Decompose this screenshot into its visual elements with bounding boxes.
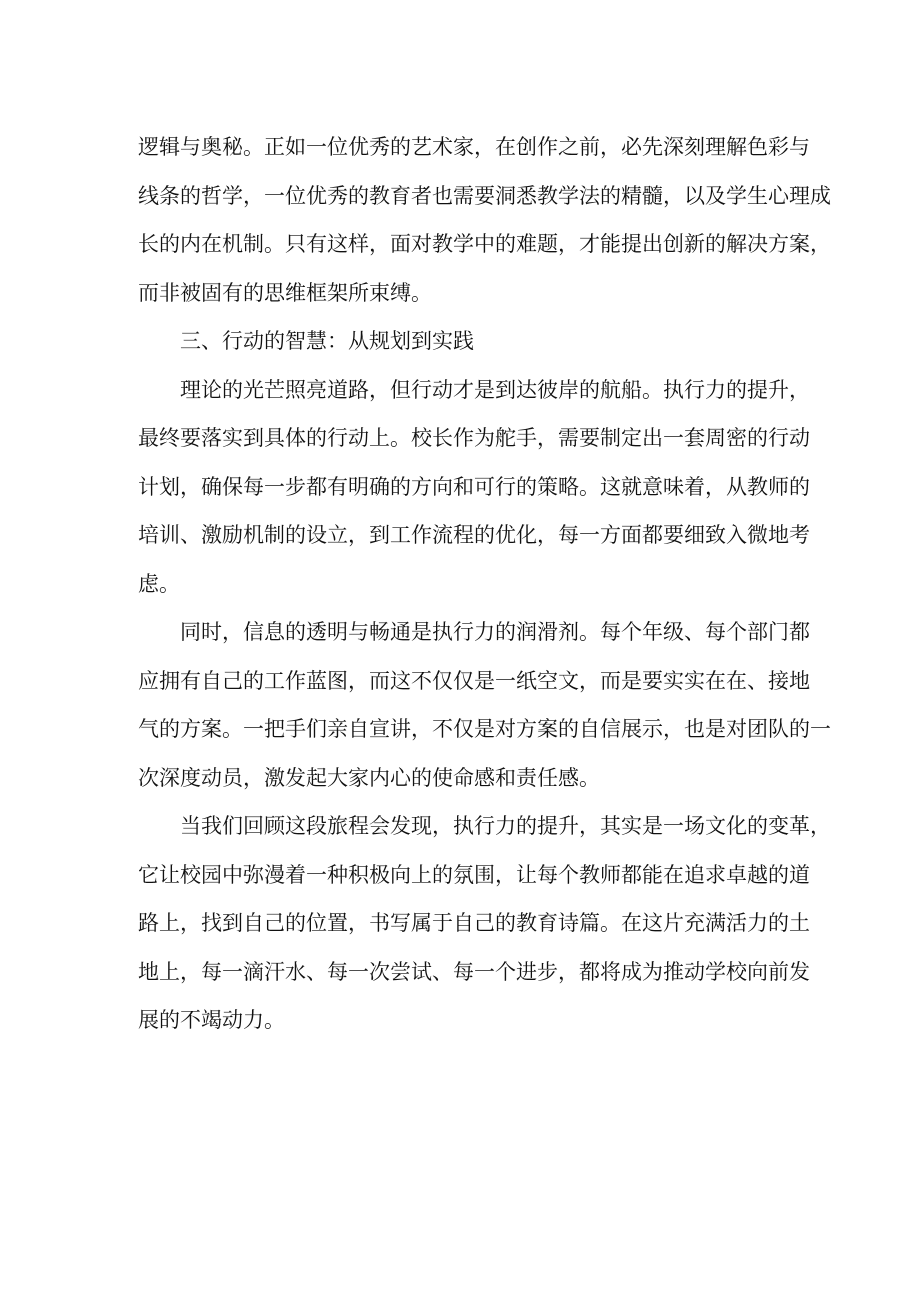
paragraph: [138, 802, 831, 1045]
text-line: 逻辑与奥秘。正如一位优秀的艺术家，在创作之前，必先深刻理解色彩与: [138, 135, 810, 159]
text-line: 同时，信息的透明与畅通是执行力的润滑剂。每个年级、每个部门都: [180, 620, 810, 644]
text-line: 气的方案。一把手们亲自宣讲，不仅是对方案的自信展示，也是对团队的一: [138, 717, 831, 741]
text-line: 培训、激励机制的设立，到工作流程的优化，每一方面都要细致入微地考: [138, 523, 810, 547]
text-line: 长的内在机制。只有这样，面对教学中的难题，才能提出创新的解决方案，: [138, 232, 831, 256]
text-line: 计划，确保每一步都有明确的方向和可行的策略。这就意味着，从教师的: [138, 474, 810, 499]
text-line: 线条的哲学，一位优秀的教育者也需要洞悉教学法的精髓，以及学生心理成: [138, 183, 831, 208]
text-line: 地上，每一滴汗水、每一次尝试、每一个进步，都将成为推动学校向前发: [138, 959, 810, 984]
text-line: 展的不竭动力。: [138, 1008, 285, 1032]
text-line: 次深度动员，激发起大家内心的使命感和责任感。: [138, 765, 600, 790]
paragraph: [138, 366, 810, 609]
text-line: 而非被固有的思维框架所束缚。: [138, 280, 432, 305]
text-line: 路上，找到自己的位置，书写属于自己的教育诗篇。在这片充满活力的土: [138, 911, 810, 935]
paragraph-continuation: [138, 123, 831, 317]
paragraph: [138, 608, 831, 802]
text-line: 它让校园中弥漫着一种积极向上的氛围，让每个教师都能在追求卓越的道: [138, 862, 810, 887]
text-line: 当我们回顾这段旅程会发现，执行力的提升，其实是一场文化的变革，: [180, 814, 831, 838]
document-body: [138, 123, 831, 1045]
text-line: 应拥有自己的工作蓝图，而这不仅仅是一纸空文，而是要实实在在、接地: [138, 668, 810, 693]
text-line: 理论的光芒照亮道路，但行动才是到达彼岸的航船。执行力的提升，: [180, 377, 810, 402]
text-line: 最终要落实到具体的行动上。校长作为舵手，需要制定出一套周密的行动: [138, 426, 810, 450]
section-heading: [138, 317, 788, 366]
section-heading-text: 三、行动的智慧：从规划到实践: [180, 329, 474, 353]
text-line: 虑。: [138, 571, 180, 596]
